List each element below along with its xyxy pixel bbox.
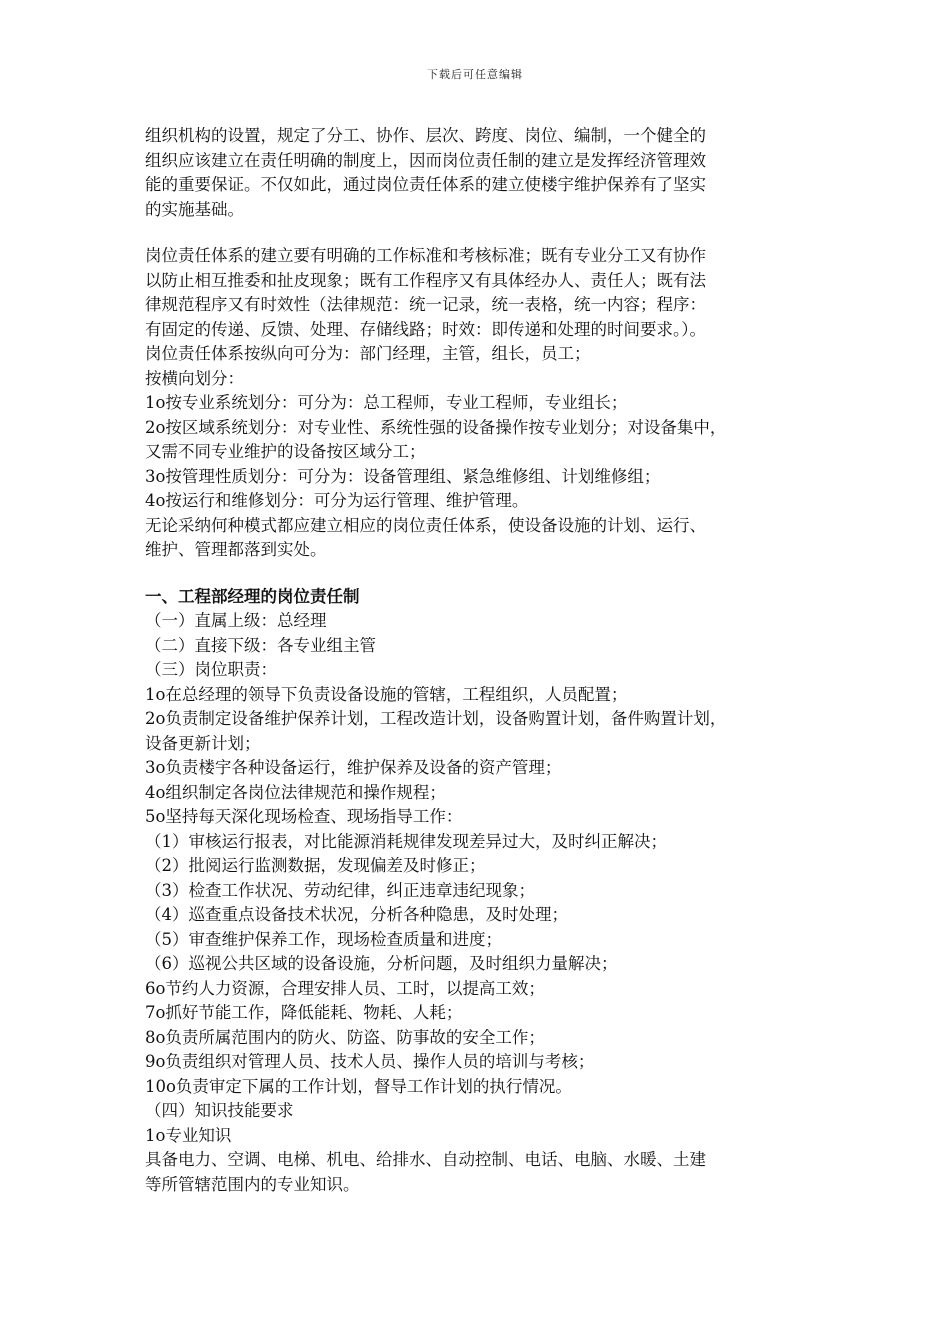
- intro-paragraph-1: [145, 124, 810, 222]
- sub-list-item: （5）审查维护保养工作，现场检查质量和进度；: [145, 929, 502, 949]
- list-item: 3o负责楼宇各种设备运行，维护保养及设备的资产管理；: [145, 758, 562, 777]
- text-line: 岗位责任体系按纵向可分为：部门经理，主管，组长，员工；: [145, 344, 591, 363]
- sub-list-item: （6）巡视公共区域的设备设施，分析问题，及时组织力量解决；: [145, 954, 618, 973]
- text-line: 有固定的传递、反馈、处理、存储线路；时效：即传递和处理的时间要求。）。: [145, 319, 706, 339]
- list-item: 2o按区域系统划分：对专业性、系统性强的设备操作按专业划分；对设备集中，: [145, 417, 727, 437]
- list-item: 10o负责审定下属的工作计划，督导工作计划的执行情况。: [145, 1076, 572, 1096]
- text-line: 维护、管理都落到实处。: [145, 540, 327, 559]
- paragraph-gap: [145, 563, 810, 585]
- sub-list-item: （1）审核运行报表，对比能源消耗规律发现差异过大，及时纠正解决；: [145, 831, 667, 851]
- text-line: 组织机构的设置，规定了分工、协作、层次、跨度、岗位、编制，一个健全的: [145, 126, 706, 145]
- list-item: 1o按专业系统划分：可分为：总工程师，专业工程师，专业组长；: [145, 393, 628, 412]
- text-line: 按横向划分：: [145, 368, 244, 388]
- text-line: （二）直接下级：各专业组主管: [145, 635, 376, 655]
- list-item: 1o在总经理的领导下负责设备设施的管辖，工程组织，人员配置；: [145, 684, 628, 704]
- section-heading: 一、工程部经理的岗位责任制: [145, 586, 360, 606]
- document-body: [145, 124, 810, 1197]
- list-item: 3o按管理性质划分：可分为：设备管理组、紧急维修组、计划维修组；: [145, 466, 661, 486]
- text-line: （一）直属上级：总经理: [145, 611, 327, 630]
- text-line: 以防止相互推委和扯皮现象；既有工作程序又有具体经办人、责任人；既有法: [145, 270, 706, 290]
- text-line: 无论采纳何种模式都应建立相应的岗位责任体系，使设备设施的计划、运行、: [145, 515, 706, 535]
- list-item: 9o负责组织对管理人员、技术人员、操作人员的培训与考核；: [145, 1052, 595, 1071]
- list-item: 1o专业知识: [145, 1125, 232, 1145]
- text-line: 等所管辖范围内的专业知识。: [145, 1174, 360, 1194]
- text-line: 律规范程序又有时效性（法律规范：统一记录，统一表格，统一内容；程序：: [145, 295, 706, 314]
- page-header-note: 下载后可任意编辑: [427, 68, 523, 81]
- list-item: 5o坚持每天深化现场检查、现场指导工作：: [145, 807, 463, 826]
- text-line: 又需不同专业维护的设备按区域分工；: [145, 442, 426, 461]
- paragraph-gap: [145, 222, 810, 244]
- text-line: 的实施基础。: [145, 199, 244, 219]
- intro-paragraph-2: [145, 244, 810, 563]
- text-line: 岗位责任体系的建立要有明确的工作标准和考核标准；既有专业分工又有协作: [145, 246, 706, 265]
- list-item: 6o节约人力资源，合理安排人员、工时，以提高工效；: [145, 978, 545, 998]
- sub-list-item: （2）批阅运行监测数据，发现偏差及时修正；: [145, 856, 486, 875]
- list-item: 2o负责制定设备维护保养计划，工程改造计划，设备购置计划，备件购置计划，: [145, 709, 727, 728]
- text-line: 具备电力、空调、电梯、机电、给排水、自动控制、电话、电脑、水暖、土建: [145, 1150, 706, 1169]
- list-item: 8o负责所属范围内的防火、防盗、防事故的安全工作；: [145, 1027, 545, 1047]
- list-item: 7o抓好节能工作，降低能耗、物耗、人耗；: [145, 1003, 463, 1022]
- list-item: 4o组织制定各岗位法律规范和操作规程；: [145, 782, 446, 802]
- text-line: 设备更新计划；: [145, 733, 261, 753]
- sub-list-item: （3）检查工作状况、劳动纪律，纠正违章违纪现象；: [145, 880, 535, 900]
- sub-list-item: （4）巡查重点设备技术状况，分析各种隐患，及时处理；: [145, 905, 568, 924]
- text-line: （三）岗位职责：: [145, 660, 277, 679]
- list-item: 4o按运行和维修划分：可分为运行管理、维护管理。: [145, 491, 529, 510]
- section-1: [145, 585, 810, 1198]
- text-line: 组织应该建立在责任明确的制度上，因而岗位责任制的建立是发挥经济管理效: [145, 150, 706, 170]
- text-line: （四）知识技能要求: [145, 1101, 294, 1120]
- text-line: 能的重要保证。不仅如此，通过岗位责任体系的建立使楼宇维护保养有了坚实: [145, 175, 706, 194]
